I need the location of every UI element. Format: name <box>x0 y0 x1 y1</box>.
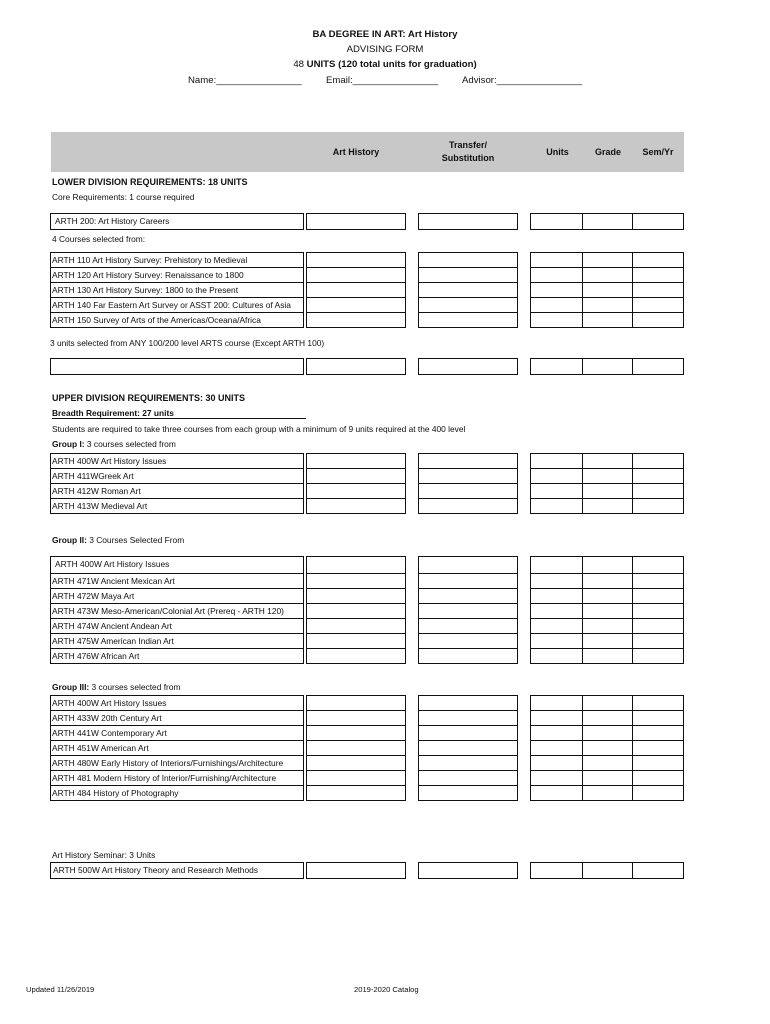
advisor-field[interactable]: Advisor:________________ <box>462 75 583 86</box>
group2-course: ARTH 473W Meso-American/Colonial Art (Prereq - ARTH 120) <box>50 603 304 618</box>
group3-course: ARTH 481 Modern History of Interior/Furnishing/Architecture <box>50 770 304 785</box>
group2-transfer-column[interactable] <box>418 556 518 664</box>
group1-transfer-column[interactable] <box>418 453 518 514</box>
group2-units-column[interactable] <box>530 556 583 664</box>
arts-transfer-cell[interactable] <box>418 358 518 375</box>
group1-heading <box>52 439 176 449</box>
lower-course: ARTH 140 Far Eastern Art Survey or ASST 200: Cultures of Asia <box>50 297 304 312</box>
lower-course: ARTH 130 Art History Survey: 1800 to the Present <box>50 282 304 297</box>
core-transfer-cell[interactable] <box>418 213 518 230</box>
seminar-units-cell[interactable] <box>530 862 583 879</box>
group3-art-history-column[interactable] <box>306 695 406 801</box>
lower-division-heading: LOWER DIVISION REQUIREMENTS: 18 UNITS <box>52 177 248 187</box>
group2-label: Group II: <box>52 535 87 545</box>
group3-units-column[interactable] <box>530 695 583 801</box>
group3-course: ARTH 441W Contemporary Art <box>50 725 304 740</box>
name-field[interactable]: Name:________________ <box>188 75 302 86</box>
group1-grade-column[interactable] <box>582 453 633 514</box>
units-line <box>0 59 770 70</box>
group3-course: ARTH 400W Art History Issues <box>50 695 304 710</box>
group2-course: ARTH 476W African Art <box>50 648 304 664</box>
group1-art-history-column[interactable] <box>306 453 406 514</box>
group1-label: Group I: <box>52 439 85 449</box>
lower-course: ARTH 120 Art History Survey: Renaissance to 1800 <box>50 267 304 282</box>
group2-art-history-column[interactable] <box>306 556 406 664</box>
group3-course: ARTH 480W Early History of Interiors/Furnishings/Architecture <box>50 755 304 770</box>
seminar-semyr-cell[interactable] <box>632 862 684 879</box>
group2-course: ARTH 471W Ancient Mexican Art <box>50 573 304 588</box>
arts-course-note: 3 units selected from ANY 100/200 level ARTS course (Except ARTH 100) <box>50 338 325 348</box>
group2-heading <box>52 535 184 545</box>
group2-grade-column[interactable] <box>582 556 633 664</box>
col-art-history: Art History <box>332 147 380 157</box>
core-grade-cell[interactable] <box>582 213 633 230</box>
group1-course: ARTH 413W Medieval Art <box>50 498 304 514</box>
core-course: ARTH 200: Art History Careers <box>50 213 304 230</box>
group1-units-column[interactable] <box>530 453 583 514</box>
arts-semyr-cell[interactable] <box>632 358 684 375</box>
group1-semyr-column[interactable] <box>632 453 684 514</box>
group2-course: ARTH 472W Maya Art <box>50 588 304 603</box>
lower-grade-column[interactable] <box>582 252 633 328</box>
col-grade: Grade <box>594 147 621 157</box>
col-units: Units <box>546 147 569 157</box>
core-semyr-cell[interactable] <box>632 213 684 230</box>
group3-rest: 3 courses selected from <box>89 682 181 692</box>
seminar-transfer-cell[interactable] <box>418 862 518 879</box>
arts-units-cell[interactable] <box>530 358 583 375</box>
group2-rest: 3 Courses Selected From <box>86 535 185 545</box>
col-semyr: Sem/Yr <box>642 147 674 157</box>
group1-course: ARTH 412W Roman Art <box>50 483 304 498</box>
units-total: UNITS (120 total units for graduation) <box>306 59 477 70</box>
updated-date: Updated 11/26/2019 <box>26 985 95 994</box>
group3-course: ARTH 433W 20th Century Art <box>50 710 304 725</box>
group3-label: Group III: <box>52 682 90 692</box>
email-field[interactable]: Email:________________ <box>326 75 439 86</box>
students-note: Students are required to take three courses from each group with a minimum of 9 units required at the 400 level <box>52 424 466 434</box>
lower-course: ARTH 110 Art History Survey: Prehistory to Medieval <box>50 252 304 267</box>
group3-course: ARTH 451W American Art <box>50 740 304 755</box>
seminar-art-history-cell[interactable] <box>306 862 406 879</box>
core-units-cell[interactable] <box>530 213 583 230</box>
col-transfer-line2: Substitution <box>441 153 495 163</box>
seminar-course: ARTH 500W Art History Theory and Research Methods <box>50 862 304 879</box>
group3-heading <box>52 682 180 692</box>
group1-course: ARTH 400W Art History Issues <box>50 453 304 468</box>
seminar-heading: Art History Seminar: 3 Units <box>52 850 156 860</box>
core-art-history-cell[interactable] <box>306 213 406 230</box>
four-courses-note: 4 Courses selected from: <box>52 234 146 244</box>
arts-grade-cell[interactable] <box>582 358 633 375</box>
col-transfer-line1: Transfer/ <box>448 140 488 150</box>
group1-rest: 3 courses selected from <box>84 439 176 449</box>
form-subtitle: ADVISING FORM <box>346 44 424 55</box>
lower-art-history-column[interactable] <box>306 252 406 328</box>
lower-units-column[interactable] <box>530 252 583 328</box>
units-prefix: 48 <box>293 59 307 70</box>
breadth-requirement: Breadth Requirement: 27 units <box>52 408 306 419</box>
group3-course: ARTH 484 History of Photography <box>50 785 304 801</box>
group1-course: ARTH 411WGreek Art <box>50 468 304 483</box>
arts-course-cell[interactable] <box>50 358 304 375</box>
group3-grade-column[interactable] <box>582 695 633 801</box>
group3-semyr-column[interactable] <box>632 695 684 801</box>
group2-course: ARTH 474W Ancient Andean Art <box>50 618 304 633</box>
upper-division-heading: UPPER DIVISION REQUIREMENTS: 30 UNITS <box>52 393 246 403</box>
group2-semyr-column[interactable] <box>632 556 684 664</box>
group2-course: ARTH 400W Art History Issues <box>50 556 304 573</box>
seminar-grade-cell[interactable] <box>582 862 633 879</box>
lower-transfer-column[interactable] <box>418 252 518 328</box>
catalog-year: 2019-2020 Catalog <box>354 985 419 994</box>
lower-semyr-column[interactable] <box>632 252 684 328</box>
arts-art-history-cell[interactable] <box>306 358 406 375</box>
core-note: Core Requirements: 1 course required <box>52 192 195 202</box>
group2-course: ARTH 475W American Indian Art <box>50 633 304 648</box>
form-title: BA DEGREE IN ART: Art History <box>312 29 458 40</box>
lower-course: ARTH 150 Survey of Arts of the Americas/Oceana/Africa <box>50 312 304 328</box>
group3-transfer-column[interactable] <box>418 695 518 801</box>
